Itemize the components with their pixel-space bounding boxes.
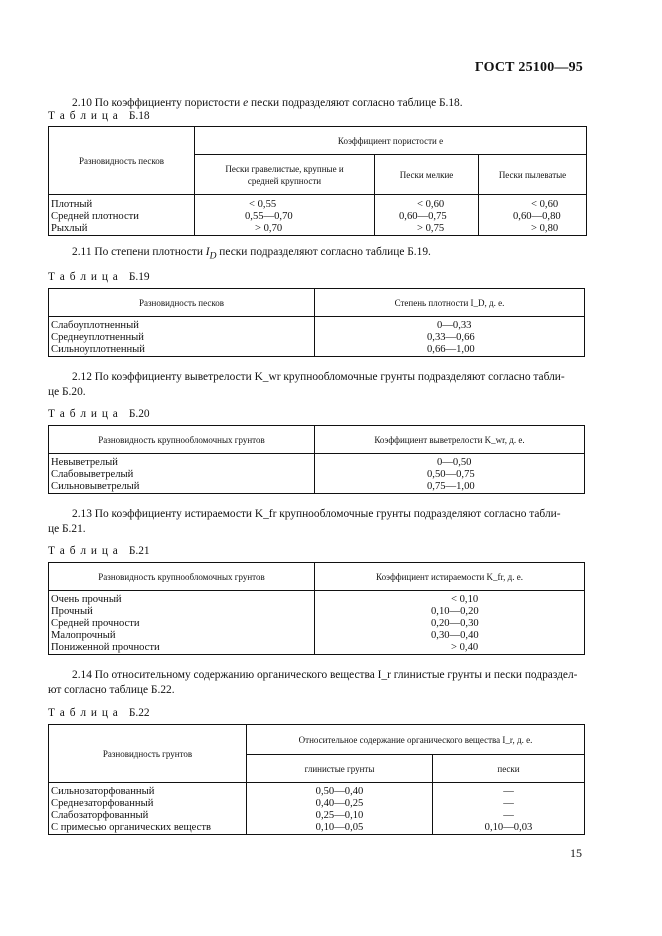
table-header-cell: глинистые грунты	[247, 755, 433, 783]
table-b22	[48, 724, 585, 835]
row-label: Плотный	[51, 199, 93, 210]
table-header-cell: Коэффициент истираемости K_fr, д. е.	[315, 563, 585, 591]
paragraph-2-14: 2.14 По относительному содержанию органического вещества I_r глинистые грунты и пески подраздел- ют согласно таблице Б.22.	[48, 669, 578, 696]
table-header-cell: Коэффициент выветрелости K_wr, д. е.	[315, 426, 585, 454]
table-header-cell: Пески пылеватые	[479, 155, 587, 195]
paragraph-2-13: 2.13 По коэффициенту истираемости K_fr крупнообломочные грунты подразделяют согласно табли- це Б.21.	[48, 508, 561, 535]
table-row-labels	[49, 195, 195, 236]
table-caption-b19: Т а б л и ц а Б.19	[48, 271, 150, 283]
table-b18	[48, 126, 587, 236]
table-header-group: Коэффициент пористости e	[195, 127, 587, 155]
row-label: Среднезаторфованный	[51, 798, 154, 809]
table-header-cell: Разновидность крупнообломочных грунтов	[49, 426, 315, 454]
standard-header: ГОСТ 25100—95	[474, 60, 583, 75]
row-label: Слабозаторфованный	[51, 810, 149, 821]
table-values: — — — 0,10—0,03	[433, 783, 585, 835]
table-values: 0—0,50 0,50—0,75 0,75—1,00	[315, 454, 585, 494]
row-label: Пониженной прочности	[51, 642, 160, 653]
row-label: Сильноуплотненный	[51, 344, 145, 355]
table-caption-b21: Т а б л и ц а Б.21	[48, 545, 150, 557]
symbol: e	[243, 97, 249, 109]
table-header-group: Относительное содержание органического вещества I_r, д. е.	[247, 725, 585, 755]
row-label: Невыветрелый	[51, 457, 118, 468]
row-label: Прочный	[51, 606, 93, 617]
table-values: < 0,55 0,55—0,70 > 0,70	[195, 195, 375, 236]
table-values: < 0,60 0,60—0,75 > 0,75	[375, 195, 479, 236]
table-row-labels	[49, 783, 247, 835]
paragraph-text: пески подразделяют согласно таблице Б.18.	[248, 97, 463, 109]
row-label: Сильнозаторфованный	[51, 786, 155, 797]
table-header-cell: Пески мелкие	[375, 155, 479, 195]
table-row-labels	[49, 454, 315, 494]
row-label: Слабоуплотненный	[51, 320, 139, 331]
table-caption-b22: Т а б л и ц а Б.22	[48, 707, 150, 719]
table-values: < 0,60 0,60—0,80 > 0,80	[479, 195, 587, 236]
table-caption-b18	[48, 110, 150, 122]
table-caption-b20: Т а б л и ц а Б.20	[48, 408, 150, 420]
paragraph-text: 2.10 По коэффициенту пористости	[72, 97, 244, 109]
paragraph-2-10	[48, 96, 586, 111]
table-header-cell: Разновидность крупнообломочных грунтов	[49, 563, 315, 591]
table-header-cell: пески	[433, 755, 585, 783]
table-values: 0—0,33 0,33—0,66 0,66—1,00	[315, 317, 585, 357]
paragraph-2-12: 2.12 По коэффициенту выветрелости K_wr крупнообломочные грунты подразделяют согласно табли- це Б.20.	[48, 371, 565, 398]
row-label: Сильновыветрелый	[51, 481, 140, 492]
table-row-labels	[49, 591, 315, 655]
row-label: Малопрочный	[51, 630, 116, 641]
page-number: 15	[570, 846, 582, 860]
table-b19	[48, 288, 585, 357]
table-header-cell: Разновидность песков	[49, 127, 195, 195]
table-row-labels	[49, 317, 315, 357]
row-label: Слабовыветрелый	[51, 469, 134, 480]
table-b20	[48, 425, 585, 494]
caption-label: Т а б л и ц а	[48, 110, 119, 122]
caption-number: Б.18	[128, 110, 150, 122]
row-label: Средней плотности	[51, 211, 139, 222]
row-label: Средней прочности	[51, 618, 140, 629]
row-label: С примесью органических веществ	[51, 822, 211, 833]
row-label: Очень прочный	[51, 594, 122, 605]
paragraph-2-11: 2.11 По степени плотности $I_D$ пески подразделяют согласно таблице Б.19.	[72, 246, 431, 262]
table-values: < 0,10 0,10—0,20 0,20—0,30 0,30—0,40 > 0,40	[315, 591, 585, 655]
table-header-cell: Разновидность грунтов	[49, 725, 247, 783]
row-label: Среднеуплотненный	[51, 332, 144, 343]
table-header-cell: Степень плотности I_D, д. е.	[315, 289, 585, 317]
table-header-cell: Разновидность песков	[49, 289, 315, 317]
table-values: 0,50—0,40 0,40—0,25 0,25—0,10 0,10—0,05	[247, 783, 433, 835]
table-header-cell: Пески гравелистые, крупные и средней крупности	[195, 155, 375, 195]
row-label: Рыхлый	[51, 223, 88, 234]
table-b21	[48, 562, 585, 655]
